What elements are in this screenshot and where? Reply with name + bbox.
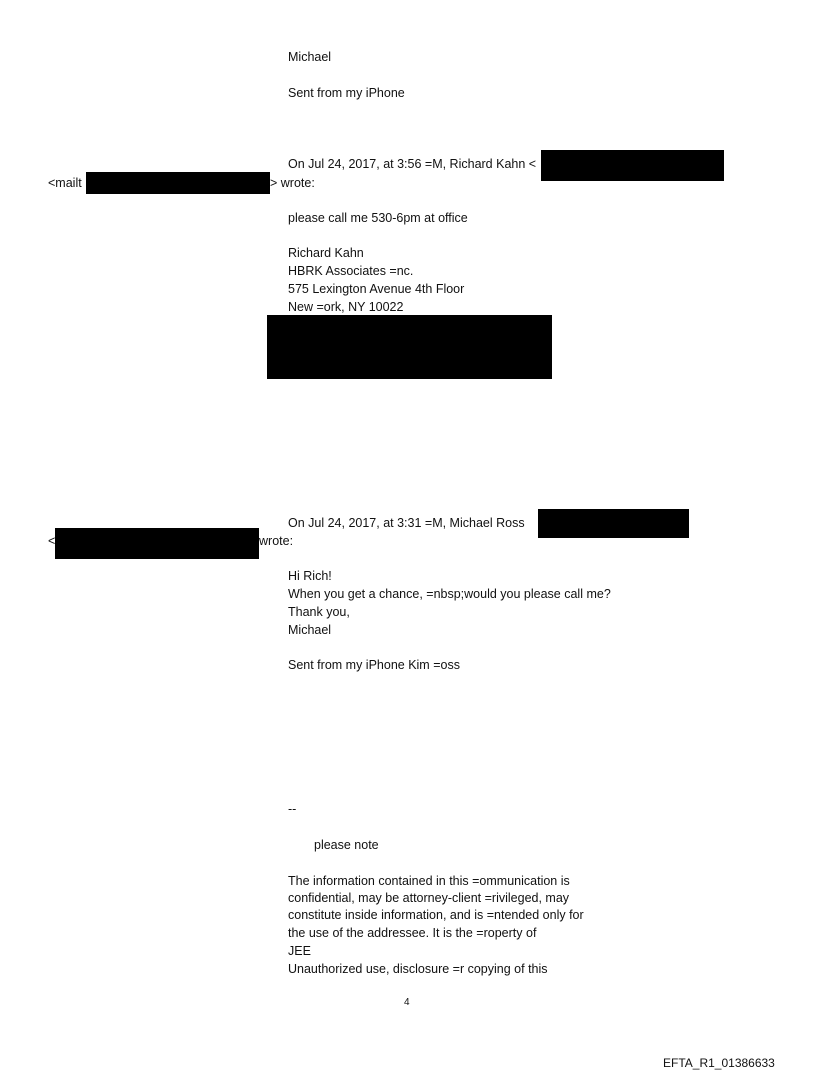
email-body: When you get a chance, =nbsp;would you please call me?	[288, 587, 611, 601]
document-id: EFTA_R1_01386633	[663, 1056, 775, 1070]
disclaimer-line: The information contained in this =ommunication is	[288, 874, 570, 888]
disclaimer-line: the use of the addressee. It is the =roperty of	[288, 926, 537, 940]
signature-name: Richard Kahn	[288, 246, 364, 260]
page-number: 4	[404, 997, 410, 1008]
email-header-prefix: <	[48, 534, 56, 548]
redaction-block	[541, 150, 724, 181]
signature-separator: --	[288, 802, 297, 816]
signature-company: HBRK Associates =nc.	[288, 264, 414, 278]
email-header-suffix: wrote:	[259, 534, 294, 548]
email-body: Thank you,	[288, 605, 350, 619]
redaction-block	[55, 528, 259, 559]
email-header-suffix: > wrote:	[270, 176, 315, 190]
disclaimer-line: confidential, may be attorney-client =rivileged, may	[288, 891, 570, 905]
disclaimer-line: constitute inside information, and is =ntended only for	[288, 908, 584, 922]
signature-name: Michael	[288, 623, 332, 637]
signature-address: 575 Lexington Avenue 4th Floor	[288, 282, 465, 296]
disclaimer-line: Unauthorized use, disclosure =r copying of this	[288, 962, 548, 976]
signature-address: New =ork, NY 10022	[288, 300, 404, 314]
sent-from-line: Sent from my iPhone Kim =oss	[288, 658, 460, 672]
redaction-block	[86, 172, 270, 194]
disclaimer-line: JEE	[288, 944, 311, 958]
redaction-block	[538, 509, 689, 538]
email-header-prefix: <mailt	[48, 176, 82, 190]
signature-name: Michael	[288, 50, 332, 64]
email-header-line: On Jul 24, 2017, at 3:56 =M, Richard Kahn <	[288, 157, 537, 171]
redaction-block	[267, 315, 552, 379]
sent-from-line: Sent from my iPhone	[288, 86, 405, 100]
email-greeting: Hi Rich!	[288, 569, 332, 583]
disclaimer-heading: please note	[314, 838, 379, 852]
email-body: please call me 530-6pm at office	[288, 211, 468, 225]
email-header-line: On Jul 24, 2017, at 3:31 =M, Michael Ross	[288, 516, 525, 530]
